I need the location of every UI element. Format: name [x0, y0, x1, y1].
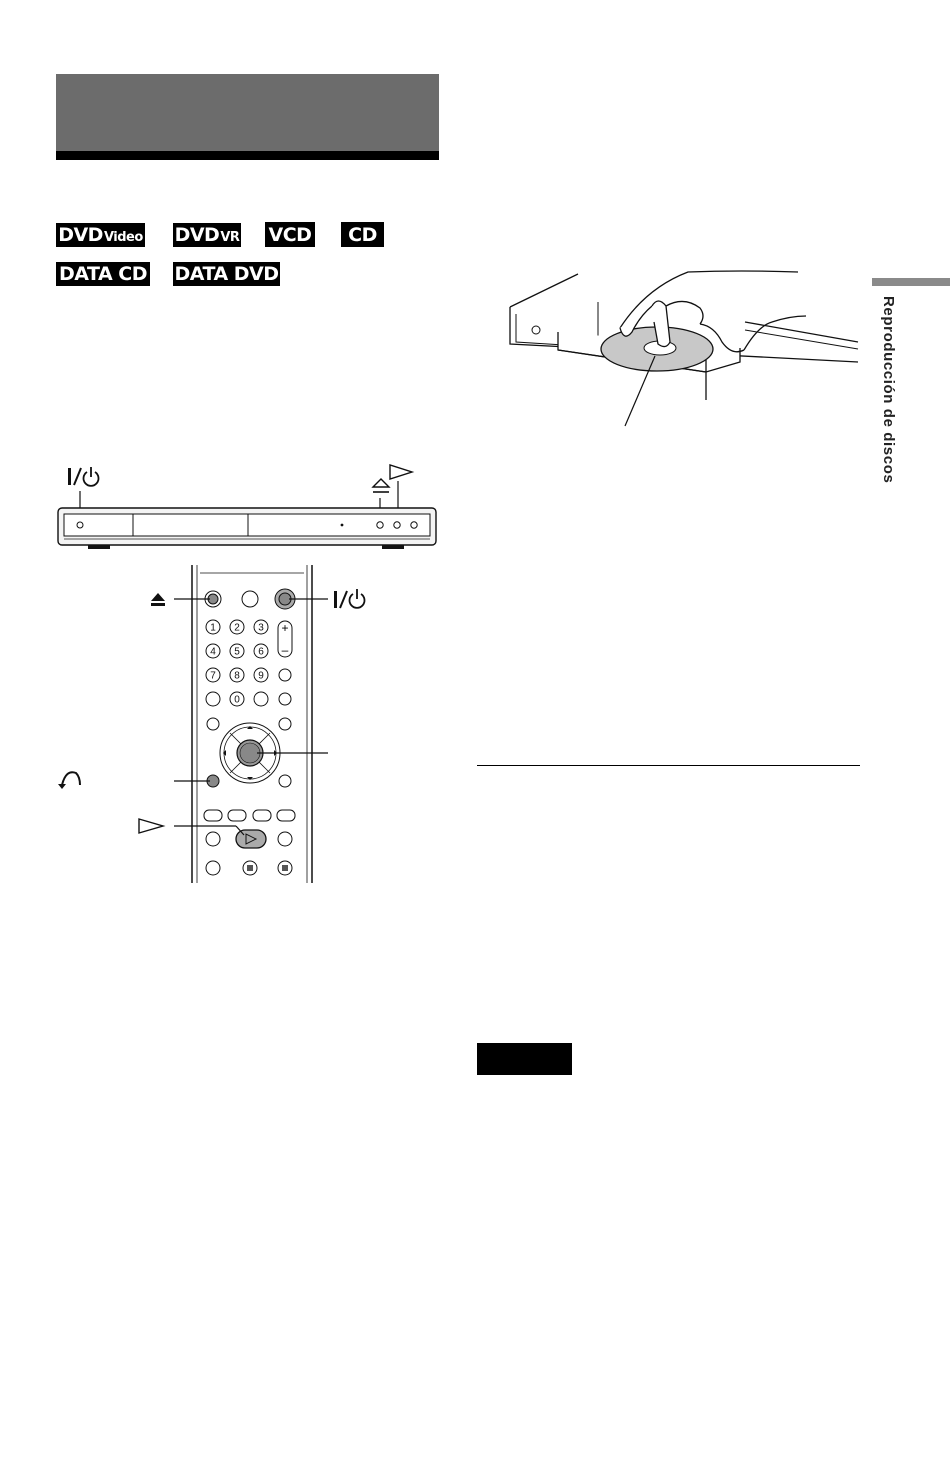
badge-dvd-vr-main: DVD — [174, 224, 220, 246]
section-title-band — [56, 74, 439, 152]
disc-loading-illustration — [500, 262, 865, 432]
remote-side-key — [279, 693, 291, 705]
remote-key-label: 6 — [258, 646, 264, 658]
player-front-illustration — [40, 455, 450, 560]
remote-side-key — [279, 669, 291, 681]
remote-key-label: 7 — [210, 670, 216, 682]
power-symbol-icon — [68, 467, 99, 486]
badge-dvd-vr — [173, 223, 241, 247]
remote-key-label: 2 — [234, 622, 240, 634]
remote-illustration — [50, 565, 390, 883]
badge-data-dvd — [173, 262, 280, 286]
remote-key-label: 5 — [234, 646, 240, 658]
eject-icon — [373, 479, 389, 492]
remote-power-icon — [334, 589, 365, 608]
badge-data-cd-main: DATA CD — [58, 263, 148, 285]
remote-key-label: 4 — [210, 646, 216, 658]
badge-dvd-video — [56, 223, 145, 247]
notes-heading-box — [477, 1043, 572, 1075]
badge-dvd-video-sub: Video — [103, 229, 143, 245]
badge-cd-main: CD — [348, 223, 377, 246]
remote-key-label: 1 — [210, 622, 216, 634]
badge-data-dvd-main: DATA DVD — [174, 263, 279, 285]
key-volume-down: – — [281, 643, 289, 657]
remote-key-label: 0 — [234, 694, 240, 706]
key-volume-up: + — [281, 621, 289, 635]
remote-key — [254, 692, 268, 706]
badge-dvd-video-main: DVD — [58, 224, 103, 246]
badge-vcd-main: VCD — [268, 223, 312, 246]
remote-play-label-icon — [139, 819, 163, 833]
side-section-label: Reproducción de discos — [880, 296, 897, 484]
remote-key-label: 9 — [258, 670, 264, 682]
badge-data-cd — [56, 262, 150, 286]
remote-key-label: 8 — [234, 670, 240, 682]
side-tab-marker — [872, 278, 950, 286]
badge-dvd-vr-sub: VR — [220, 229, 240, 245]
play-triangle-icon — [390, 465, 412, 479]
section-title-rule — [56, 151, 439, 160]
remote-key — [206, 692, 220, 706]
remote-eject-icon — [151, 593, 165, 606]
remote-key-label: 3 — [258, 622, 264, 634]
badge-cd — [341, 222, 384, 247]
badge-vcd — [265, 222, 315, 247]
return-arrow-icon — [58, 772, 80, 789]
section-divider — [477, 765, 860, 766]
